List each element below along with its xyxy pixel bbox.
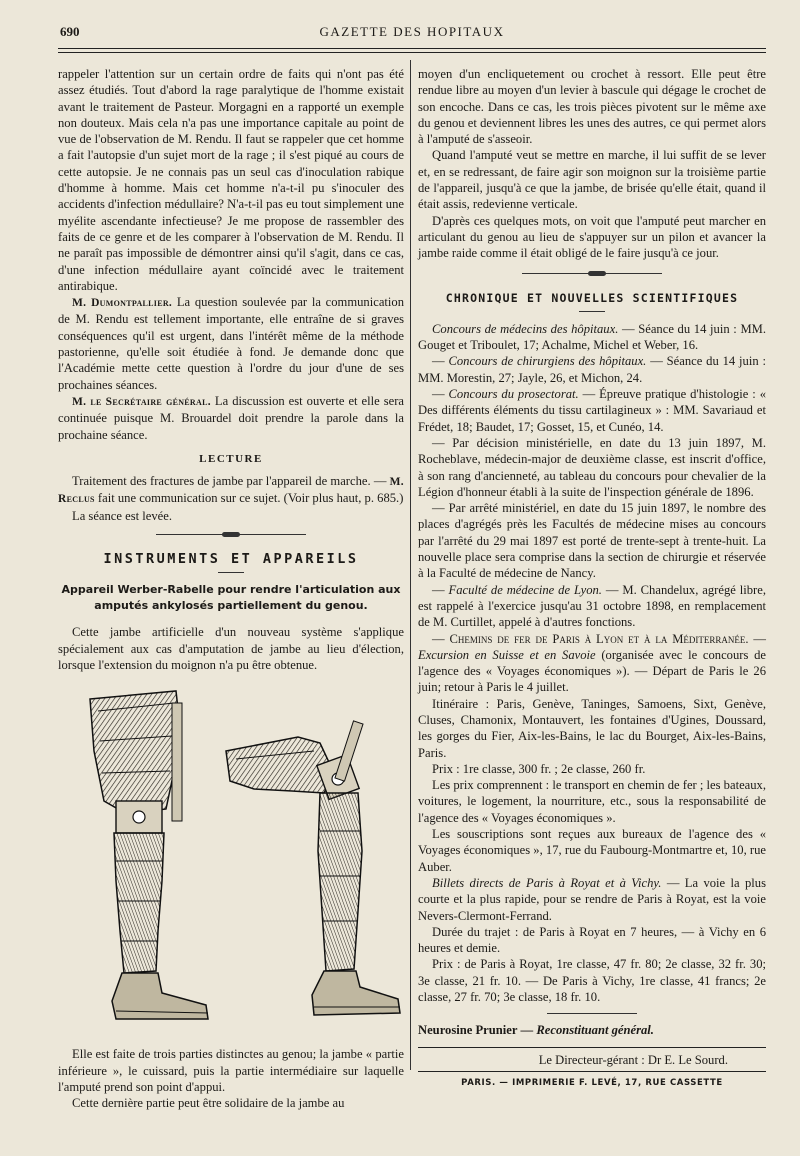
news-text: — Séance du 14 juin : MM. Morestin, 27; Jayle, 26, et Michon, 24. <box>418 354 766 385</box>
column-separator <box>410 60 411 1070</box>
speaker: M. Dumontpallier. <box>72 297 173 310</box>
page-header <box>58 22 766 46</box>
news-item: Prix : 1re classe, 300 fr. ; 2e classe, 260 fr. <box>432 761 646 776</box>
news-title: Chemins de fer de Paris à Lyon et à la Méditerranée. <box>449 631 749 646</box>
speaker-text: La question soulevée par la communication de M. Rendu est tellement importante, elle entraîne de si graves conséquences qu'il est urgent, dans l'intérêt même de la méthode pastorienne, qu'elle soit étudiée à fond. Je demande donc que l'Académie mette cette question à l'ordre du jour d'une de ses prochaines séances. <box>58 295 404 392</box>
news-text: — Séance du 14 juin : MM. Gouget et Triboulet, 17; Achalme, Michel et Weber, 16. <box>418 321 766 353</box>
header-double-rule <box>58 48 766 53</box>
news-item <box>418 321 766 354</box>
ornamental-rule <box>522 272 662 276</box>
news-text: — La voie la plus courte et la plus rapide, pour se rendre de Paris à Royat, est la voie Nevers-Clermont-Ferrand. <box>418 875 766 923</box>
footer-rule <box>418 1071 766 1072</box>
news-item: — Concours du prosectorat. — Épreuve pratique d'histologie : « Des différents éléments du tissu cartilagineux » : MM. Savariaud et Frédet, 18; Baudet, 17; Gosset, 15, et Cunéo, 14. <box>418 387 766 434</box>
news-item: — Concours de chirurgiens des hôpitaux. — Séance du 14 juin : MM. Morestin, 27; Jayle, 26, et Michon, 24. <box>418 354 766 385</box>
chronique-heading: CHRONIQUE ET NOUVELLES SCIENTIFIQUES <box>445 290 739 305</box>
news-item: Les prix comprennent : le transport en chemin de fer ; les bateaux, voitures, le logement, la nourriture, etc., sous la responsabilité de l'agence des « Voyages économiques ». <box>418 778 766 825</box>
news-item: Durée du trajet : de Paris à Royat en 7 heures, — à Vichy en 6 heures et demie. <box>418 924 766 956</box>
printer-line: PARIS. — IMPRIMERIE F. LEVÉ, 17, RUE CASSETTE <box>461 1077 723 1088</box>
news-text: (organisée avec le concours de l'agence des « Voyages économiques »). — Départ de Paris le 26 juin; retour à Paris le 4 juillet. <box>418 647 766 695</box>
paragraph: Cette dernière partie peut être solidaire de la jambe au <box>72 1096 345 1111</box>
news-item: Les souscriptions sont reçues aux bureaux de l'agence des « Voyages économiques », 17, rue du Faubourg-Montmartre et, 10, rue Auber. <box>418 827 766 874</box>
speaker-text: La discussion est ouverte et elle sera continuée puisque M. Brouardel doit prendre la parole dans la prochaine séance. <box>58 393 404 442</box>
news-item: — Chemins de fer de Paris à Lyon et à la Méditerranée. — Excursion en Suisse et en Savoie (organisée avec le concours de l'agence des « Voyages économiques »). — Départ de Paris le 26 juin; retour à Paris le 4 juillet. <box>418 631 766 695</box>
ornamental-rule <box>156 533 306 537</box>
right-column <box>418 66 766 1091</box>
appareil-title: Appareil Werber-Rabelle pour rendre l'articulation aux amputés ankylosés partiellement du genou. <box>61 583 401 613</box>
product-name: Neurosine Prunier <box>418 1023 518 1038</box>
paragraph: La séance est levée. <box>72 508 172 523</box>
news-item <box>418 875 766 924</box>
news-title: Concours de chirurgiens des hôpitaux. <box>448 354 647 369</box>
left-column <box>58 66 404 1111</box>
news-subtitle: Excursion en Suisse et en Savoie <box>418 647 596 662</box>
product-desc: — Reconstituant général. <box>517 1023 654 1038</box>
news-text: — Épreuve pratique d'histologie : « Des différents éléments du tissu cartilagineux » : MM. Savariaud et Frédet, 18; Baudet, 17; Gosset, 15, et Cunéo, 14. <box>418 387 766 434</box>
paragraph: Cette jambe artificielle d'un nouveau système s'applique spécialement aux cas d'amputation de jambe au lieu d'élection, lorsque l'extension du moignon n'a pu être obtenue. <box>58 625 404 672</box>
artificial-leg-illustration <box>58 681 404 1036</box>
lecture-title: Traitement des fractures de jambe par l'appareil de marche. — <box>72 474 390 489</box>
lecture-heading: LECTURE <box>199 452 263 465</box>
instruments-heading: INSTRUMENTS ET APPAREILS <box>103 551 359 568</box>
paragraph: D'après ces quelques mots, on voit que l'amputé peut marcher en articulant du genou au lieu de s'appuyer sur un pilon et avancer la jambe raide comme il était obligé de le faire jusqu'à ce jour. <box>418 213 766 261</box>
director-line: Le Directeur-gérant : Dr E. Le Sourd. <box>538 1052 728 1067</box>
footer-rule <box>418 1047 766 1048</box>
news-item: Prix : de Paris à Royat, 1re classe, 47 fr. 80; 2e classe, 32 fr. 30; 3e classe, 21 fr. 10. — De Paris à Vichy, 1re classe, 41 francs; 2e classe, 27 fr. 70; 3e classe, 18 fr. 10. <box>418 957 766 1005</box>
short-rule <box>218 572 244 573</box>
news-text: — M. Chandelux, agrégé libre, est rappelé à l'exercice jusqu'au 31 octobre 1898, en remplacement de M. Curtillet, appelé à d'autres fonctions. <box>418 582 766 630</box>
news-item: Itinéraire : Paris, Genève, Taninges, Samoens, Sixt, Genève, Cluses, Chamonix, Montauvert, les fontaines d'Ugines, Doussard, les gorges du Fier, Aix-les-Bains, le lac du Bourget, Aix-les-Bains, Paris. <box>418 696 766 760</box>
news-item: — Faculté de médecine de Lyon. — M. Chandelux, agrégé libre, est rappelé à l'exercice jusqu'au 31 octobre 1898, en remplacement de M. Curtillet, appelé à d'autres fonctions. <box>418 582 766 630</box>
paragraph: moyen d'un encliquetement ou crochet à ressort. Elle peut être rendue libre au moyen d'un levier à bascule qui dégage le crochet de son encoche. Dans ce cas, les trois pièces pivotent sur le même axe du genou et deviennent libres les unes des autres, ce qui permet alors à l'amputé de s'asseoir. <box>418 67 766 147</box>
separator-rule <box>547 1013 637 1014</box>
news-title: Faculté de médecine de Lyon. <box>448 582 602 597</box>
paragraph <box>58 294 404 393</box>
lecture-text: fait une communication sur ce sujet. (Voir plus haut, p. 685.) <box>94 491 404 506</box>
paragraph <box>58 473 404 508</box>
news-title: Concours du prosectorat. <box>448 387 579 402</box>
news-title: Concours de médecins des hôpitaux. <box>432 321 619 336</box>
bent-leg <box>226 721 400 1015</box>
artificial-leg-figure <box>58 681 404 1036</box>
news-item: — Par décision ministérielle, en date du 13 juin 1897, M. Rocheblave, médecin-major de deuxième classe, est inscrit d'office, à son rang d'ancienneté, au tableau du concours pour chevalier de la Légion d'honneur établi à la suite de l'inspection générale de 1896. <box>418 435 766 499</box>
running-title: GAZETTE DES HOPITAUX <box>319 24 505 39</box>
paragraph: Elle est faite de trois parties distinctes au genou; la jambe « partie inférieure », le cuissard, puis la partie intermédiaire sur laquelle l'amputé prend son point d'appui. <box>58 1047 404 1094</box>
speaker: M. le Secrétaire général. <box>72 395 211 408</box>
page-number: 690 <box>60 24 80 39</box>
news-title: Billets directs de Paris à Royat et à Vichy. <box>432 875 662 890</box>
paragraph <box>58 393 404 443</box>
news-item: — Par arrêté ministériel, en date du 15 juin 1897, le nombre des places d'agrégés près les Facultés de médecine mises au concours par l'arrêté du 29 mai 1897 est porté de trente-sept à trente-huit. La nouvelle place sera comprise dans la section de chirurgie et réservée à la Faculté de médecine de Nancy. <box>418 501 766 581</box>
paragraph: Quand l'amputé veut se mettre en marche, il lui suffit de se lever et, en se redressant, de faire agir son moignon sur la troisième partie de l'appareil, jusqu'à ce que la jambe, de brisée qu'elle était, quand il était assis, redevienne verticale. <box>418 148 766 212</box>
short-rule <box>579 311 605 312</box>
speaker: M. Reclus <box>58 476 404 506</box>
straight-leg <box>90 691 208 1019</box>
advertisement <box>418 1022 766 1038</box>
paragraph: rappeler l'attention sur un certain ordre de faits qui n'ont pas été assez étudiés. Tout d'abord la rage paralytique de l'homme existait avant le traitement de Pasteur. Morgagni en a rapporté un exemple non douteux. Mais cela n'a pas une importance capitale au point de vue de l'observation de M. Rendu. Il faut se rappeler que cet homme a fait l'autopsie d'un sujet mort de la rage ; il s'est piqué au cours de cette autopsie. Je ne connais pas un seul cas d'inoculation rabique d'homme à homme. Mais cet homme n'a-t-il pu s'inoculer des accidents d'infection médullaire? N'a-t-il pas eu tout simplement une myélite ascendante infectieuse? Je me propose de rassembler des faits de ce genre et de les comparer à l'observation de M. Rendu. Il ne paraît pas impossible de démontrer ainsi qu'il s'agit, dans ce cas, d'une infection médullaire ayant coïncidé avec le traitement antirabique. <box>58 67 404 293</box>
